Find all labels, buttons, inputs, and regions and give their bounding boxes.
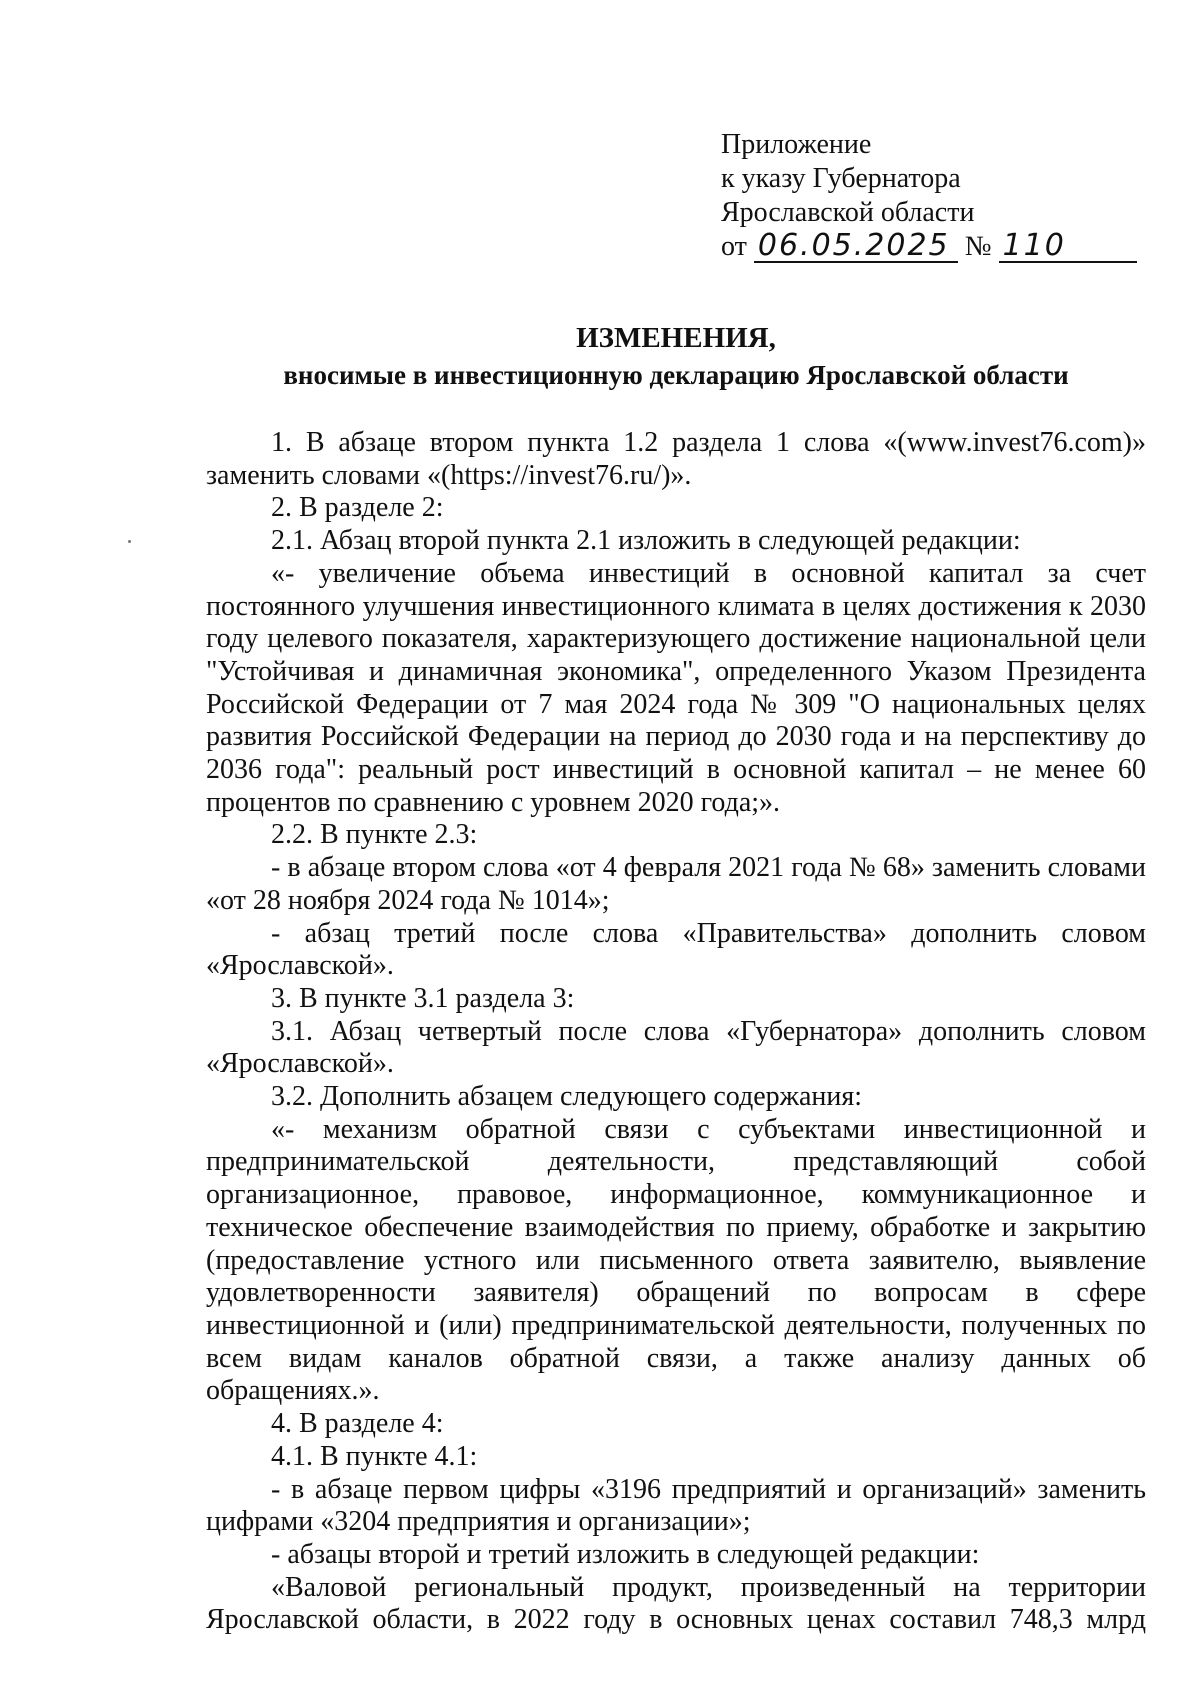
stamp-from-prefix: от	[721, 231, 747, 262]
paragraph: «- увеличение объема инвестиций в основной капитал за счет постоянного улучшения инвестиционного климата в целях достижения к 2030 году целевого показателя, характеризующего достижение национальной цели "Устойчивая и динамичная экономика", определенного Указом Президента Российской Федерации от 7 мая 2024 года № 309 "О национальных целях развития Российской Федерации на период до 2030 года и на перспективу до 2036 года": реальный рост инвестиций в основной капитал – не менее 60 процентов по сравнению с уровнем 2020 года;».	[206, 557, 1146, 818]
handwritten-date: 06.05.2025	[754, 231, 958, 263]
scan-speck	[128, 540, 131, 543]
appendix-stamp	[721, 128, 1137, 264]
paragraph: 2. В разделе 2:	[271, 492, 444, 524]
document-title: ИЗМЕНЕНИЯ,	[576, 322, 776, 354]
paragraph: «Валовой региональный продукт, произведенный на территории Ярославской области, в 2022 году в основных ценах составил 748,3 млрд	[206, 1571, 1146, 1636]
paragraph: 3.1. Абзац четвертый после слова «Губернатора» дополнить словом «Ярославской».	[206, 1015, 1146, 1080]
paragraph: 3.2. Дополнить абзацем следующего содержания:	[271, 1081, 863, 1113]
paragraph: 2.2. В пункте 2.3:	[271, 819, 478, 851]
paragraph: 3. В пункте 3.1 раздела 3:	[271, 982, 575, 1014]
paragraph: 2.1. Абзац второй пункта 2.1 изложить в следующей редакции:	[271, 525, 1021, 557]
document-subtitle: вносимые в инвестиционную декларацию Ярославской области	[283, 360, 1069, 390]
number-sign: №	[964, 231, 992, 262]
paragraph: 4. В разделе 4:	[271, 1408, 444, 1440]
stamp-date-line	[721, 230, 1137, 264]
paragraph: 1. В абзаце втором пункта 1.2 раздела 1 слова «(www.invest76.com)» заменить словами «(https://invest76.ru/)».	[206, 427, 1146, 491]
paragraph: - абзацы второй и третий изложить в следующей редакции:	[271, 1538, 980, 1570]
paragraph: - в абзаце втором слова «от 4 февраля 2021 года № 68» заменить словами «от 28 ноября 2024 года № 1014»;	[206, 852, 1146, 916]
document-body	[206, 427, 1146, 1637]
paragraph: 4.1. В пункте 4.1:	[271, 1440, 478, 1472]
stamp-line-2: к указу Губернатора	[721, 163, 961, 194]
handwritten-number: 110	[999, 231, 1137, 263]
paragraph: - абзац третий после слова «Правительства» дополнить словом «Ярославской».	[206, 917, 1146, 982]
paragraph: - в абзаце первом цифры «3196 предприятий и организаций» заменить цифрами «3204 предприятия и организации»;	[206, 1473, 1146, 1538]
stamp-line-1: Приложение	[721, 129, 872, 160]
stamp-line-3: Ярославской области	[721, 197, 975, 228]
paragraph: «- механизм обратной связи с субъектами инвестиционной и предпринимательской деятельности, представляющий собой организационное, правовое, информационное, коммуникационное и техническое обеспечение взаимодействия по приему, обработке и закрытию (предоставление устного или письменного ответа заявителю, выявление удовлетворенности заявителя) обращений по вопросам в сфере инвестиционной и (или) предпринимательской деятельности, полученных по всем видам каналов обратной связи, а также анализу данных об обращениях.».	[206, 1113, 1146, 1407]
